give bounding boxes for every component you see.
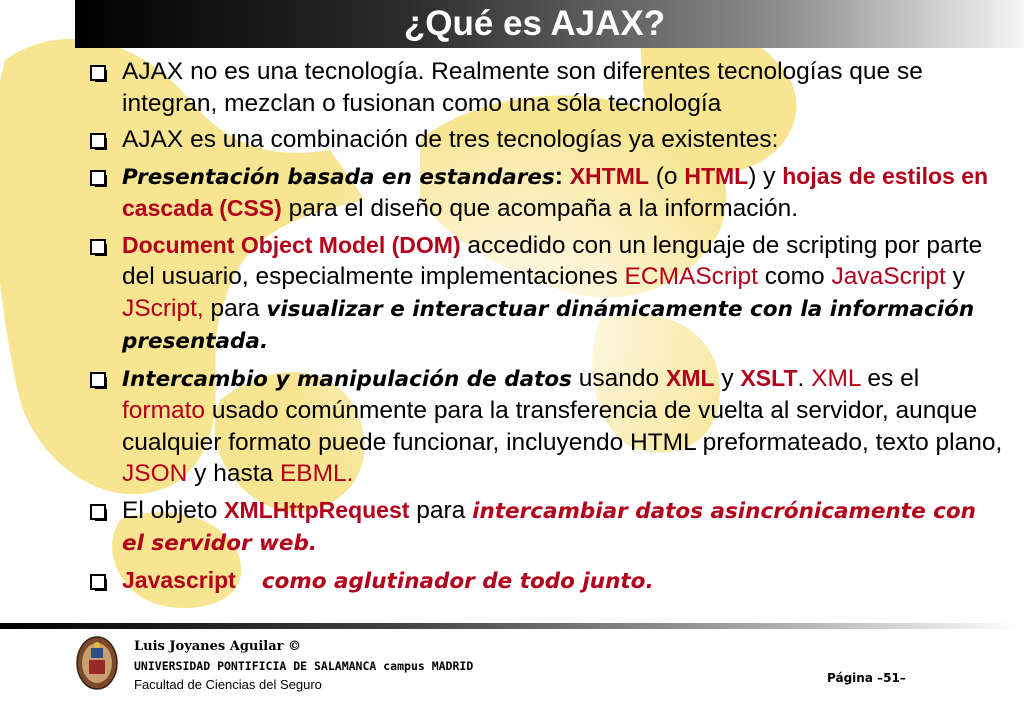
university-name: UNIVERSIDAD PONTIFICIA DE SALAMANCA campus MADRID (134, 659, 474, 673)
slide-title: ¿Qué es AJAX? (403, 4, 666, 43)
author-name: Luis Joyanes Aguilar © (134, 639, 302, 654)
checkbox-bullet-icon (90, 239, 107, 256)
bullet-item: AJAX es una combinación de tres tecnologías ya existentes: (84, 124, 1004, 156)
bullet-item: Intercambio y manipulación de datos usando XML y XSLT. XML es el formato usado comúnmente para la transferencia de vuelta al servidor, aunque cualquier formato puede funcionar, incluyendo HTML preformateado, texto plano, JSON y hasta EBML. (84, 363, 1004, 490)
bullet-item: AJAX no es una tecnología. Realmente son diferentes tecnologías que se integran, mezclan o fusionan como una sóla tecnología (84, 56, 1004, 119)
university-seal-icon (76, 636, 118, 690)
faculty-name: Facultad de Ciencias del Seguro (134, 677, 322, 692)
bullet-item: El objeto XMLHttpRequest para intercambiar datos asincrónicamente con el servidor web. (84, 495, 1004, 560)
checkbox-bullet-icon (90, 133, 107, 150)
bullet-item: Presentación basada en estandares: XHTML (o HTML) y hojas de estilos en cascada (CSS) para el diseño que acompaña a la información. (84, 161, 1004, 225)
checkbox-bullet-icon (90, 574, 107, 591)
bullet-item: Document Object Model (DOM) accedido con un lenguaje de scripting por parte del usuario, especialmente implementaciones ECMAScript como JavaScript y JScript, para visualizar e interactuar dinámicamente con la información presentada. (84, 230, 1004, 358)
checkbox-bullet-icon (90, 504, 107, 521)
bullet-list (84, 56, 1004, 602)
checkbox-bullet-icon (90, 170, 107, 187)
bullet-item: Javascript como aglutinador de todo junto. (84, 565, 1004, 598)
page-number: Página –51– (827, 671, 906, 685)
footer-separator (0, 623, 1024, 629)
checkbox-bullet-icon (90, 65, 107, 82)
checkbox-bullet-icon (90, 372, 107, 389)
